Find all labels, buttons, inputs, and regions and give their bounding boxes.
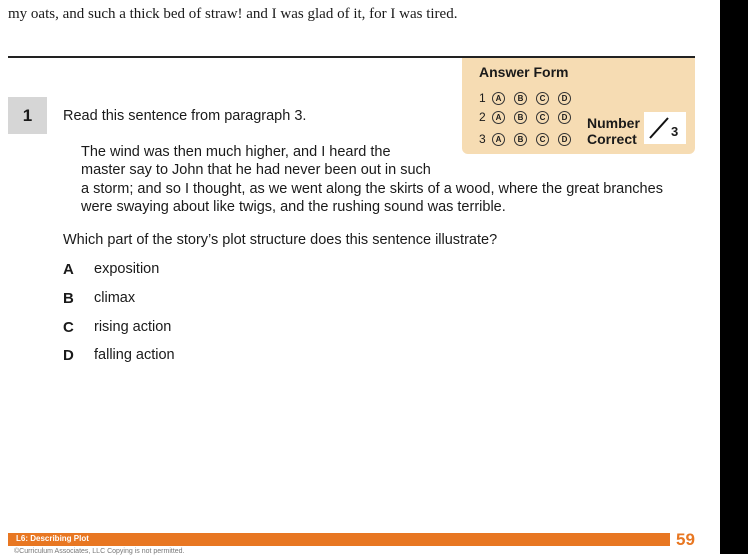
answer-option-b[interactable] [63, 290, 135, 307]
answer-form [462, 58, 695, 154]
lesson-label: L6: Describing Plot [16, 534, 89, 543]
answer-row-2 [479, 110, 575, 124]
number-label: Number [587, 115, 640, 131]
answer-bubble-c[interactable]: C [536, 133, 549, 146]
quote-line: a storm; and so I thought, as we went along the skirts of a wood, where the great branches [81, 181, 663, 197]
answer-bubble-b[interactable]: B [514, 133, 527, 146]
page-number: 59 [676, 530, 695, 549]
answer-bubble-b[interactable]: B [514, 92, 527, 105]
correct-label: Correct [587, 131, 637, 147]
quote-line: The wind was then much higher, and I heard the [81, 144, 391, 160]
answer-bubble-b[interactable]: B [514, 111, 527, 124]
answer-row-number: 3 [479, 132, 486, 146]
option-text: climax [94, 290, 136, 306]
answer-option-d[interactable] [63, 347, 175, 364]
option-letter: B [63, 290, 74, 307]
answer-bubble-a[interactable]: A [492, 111, 505, 124]
answer-bubble-d[interactable]: D [558, 92, 571, 105]
question-text: Which part of the story’s plot structure does this sentence illustrate? [63, 232, 498, 248]
copyright-text: ©Curriculum Associates, LLC Copying is not permitted. [14, 548, 185, 555]
answer-row-number: 2 [479, 110, 486, 124]
number-correct-total: 3 [671, 124, 679, 139]
option-letter: C [63, 319, 74, 336]
quote-line: master say to John that he had never been out in such [81, 162, 431, 178]
answer-row-1 [479, 91, 575, 105]
answer-bubble-d[interactable]: D [558, 133, 571, 146]
answer-row-3 [479, 132, 575, 146]
answer-bubble-a[interactable]: A [492, 92, 505, 105]
option-letter: D [63, 347, 74, 364]
answer-form-title: Answer Form [479, 64, 569, 80]
option-text: falling action [94, 347, 175, 363]
answer-bubble-c[interactable]: C [536, 92, 549, 105]
fraction-slash-icon [648, 116, 672, 140]
right-edge-bar [720, 0, 748, 554]
option-text: rising action [94, 319, 172, 335]
answer-bubble-d[interactable]: D [558, 111, 571, 124]
question-prompt: Read this sentence from paragraph 3. [63, 108, 307, 124]
number-correct-box[interactable] [644, 112, 686, 144]
answer-option-a[interactable] [63, 261, 159, 278]
option-letter: A [63, 261, 74, 278]
option-text: exposition [94, 261, 160, 277]
footer-bar [8, 533, 670, 546]
answer-row-number: 1 [479, 91, 486, 105]
answer-bubble-c[interactable]: C [536, 111, 549, 124]
question-number: 1 [8, 97, 47, 134]
number-correct-label [587, 115, 640, 147]
answer-bubble-a[interactable]: A [492, 133, 505, 146]
quote-line: were swaying about like twigs, and the rushing sound was terrible. [81, 199, 506, 215]
passage-tail-text: my oats, and such a thick bed of straw! and I was glad of it, for I was tired. [8, 6, 458, 22]
answer-option-c[interactable] [63, 319, 171, 336]
